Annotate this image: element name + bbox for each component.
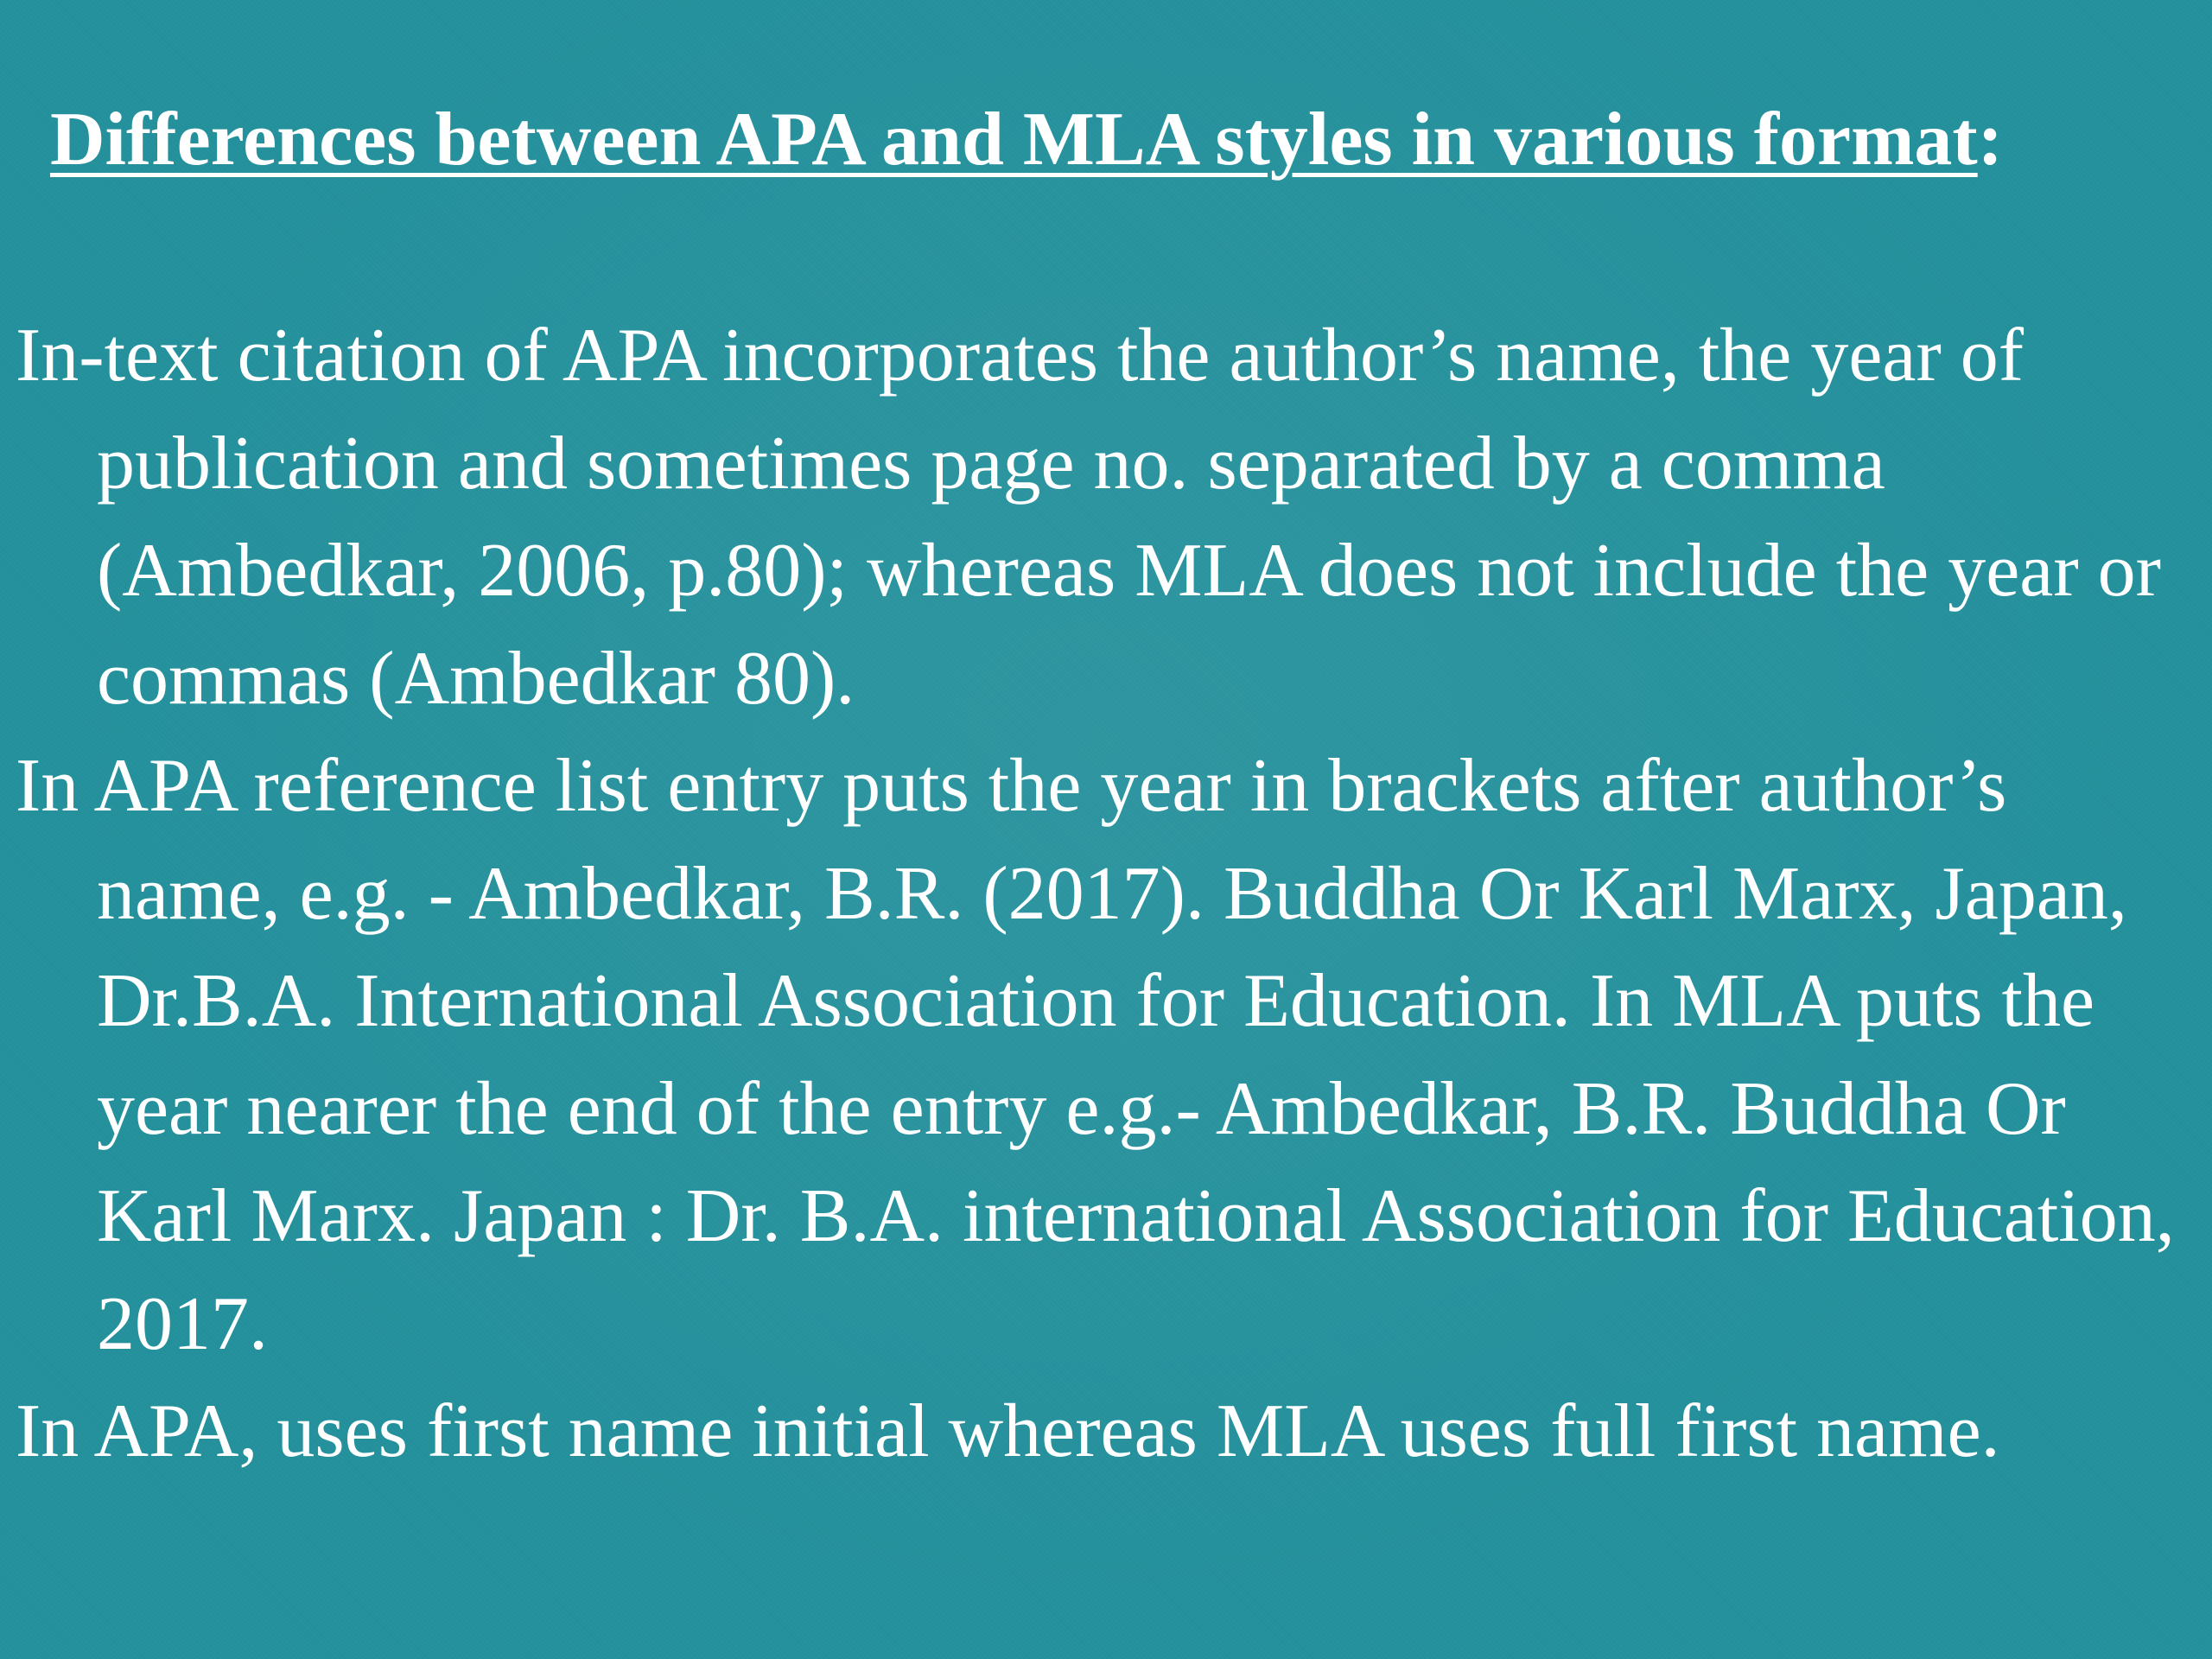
paragraph-first-name: In APA, uses first name initial whereas MLA uses full first name. — [16, 1389, 2000, 1473]
slide-title-text: Differences between APA and MLA styles in various format — [49, 98, 1978, 181]
slide-title-colon: : — [1977, 98, 2004, 181]
slide-title — [16, 86, 2037, 194]
paragraph-reference-list: In APA reference list entry puts the year in brackets after author’s name, e.g. - Ambedkar, B.R. (2017). Buddha Or Karl Marx, Japan, Dr.B.A. International Association for Education. In MLA puts the year nearer the end of the entry e.g.- Ambedkar, B.R. Buddha Or Karl Marx. Japan : Dr. B.A. international Association for Education, 2017. — [16, 744, 2175, 1366]
slide-body — [16, 302, 2202, 1486]
paragraph-in-text-citation: In-text citation of APA incorporates the author’s name, the year of publication and sometimes page no. separated by a comma (Ambedkar, 2006, p.80); whereas MLA does not include the year or commas (Ambedkar 80). — [16, 314, 2161, 721]
